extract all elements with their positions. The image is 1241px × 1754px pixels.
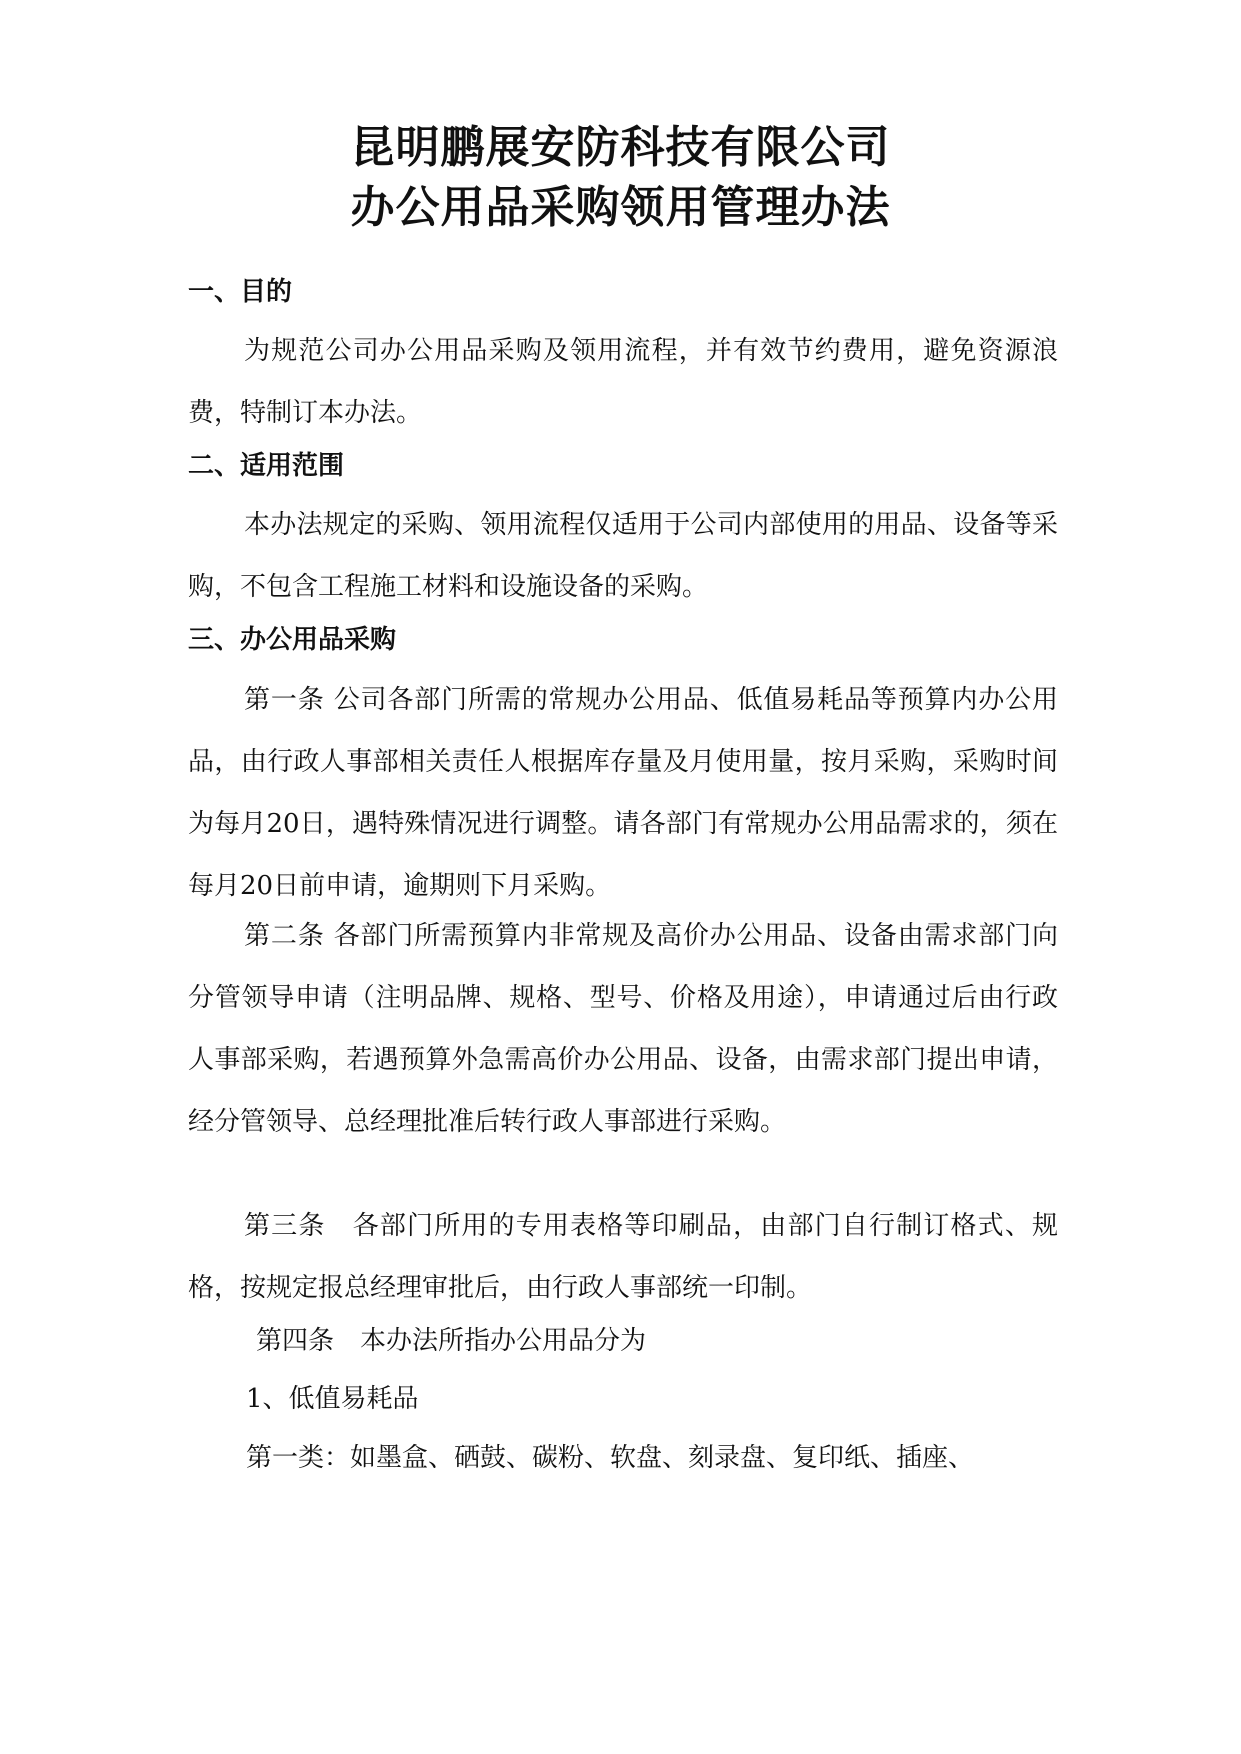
category-low-value-consumables: 1、低值易耗品 bbox=[246, 1384, 419, 1414]
article-two-paragraph: 第二条 各部门所需预算内非常规及高价办公用品、设备由需求部门向分管领导申请（注明品牌、规格、型号、价格及用途），申请通过后由行政人事部采购，若遇预算外急需高价办公用品、设备，由需求部门提出申请，经分管领导、总经理批准后转行政人事部进行采购。 bbox=[188, 921, 1058, 1137]
document-title-policy: 办公用品采购领用管理办法 bbox=[350, 182, 891, 233]
category-one-items: 第一类：如墨盒、硒鼓、碳粉、软盘、刻录盘、复印纸、插座、 bbox=[246, 1443, 975, 1473]
document-title-company: 昆明鹏展安防科技有限公司 bbox=[350, 122, 891, 173]
section-heading-procurement: 三、办公用品采购 bbox=[188, 625, 397, 655]
section-heading-purpose: 一、目的 bbox=[188, 277, 293, 307]
article-one-paragraph: 第一条 公司各部门所需的常规办公用品、低值易耗品等预算内办公用品，由行政人事部相关责任人根据库存量及月使用量，按月采购，采购时间为每月20日，遇特殊情况进行调整。请各部门有常规办公用品需求的，须在每月20日前申请，逾期则下月采购。 bbox=[188, 685, 1058, 901]
article-three-paragraph: 第三条 各部门所用的专用表格等印刷品，由部门自行制订格式、规格，按规定报总经理审批后，由行政人事部统一印制。 bbox=[188, 1211, 1058, 1303]
section-paragraph-purpose: 为规范公司办公用品采购及领用流程，并有效节约费用，避免资源浪费，特制订本办法。 bbox=[188, 336, 1058, 428]
section-heading-scope: 二、适用范围 bbox=[188, 451, 345, 481]
article-four-line: 第四条 本办法所指办公用品分为 bbox=[256, 1326, 647, 1356]
section-paragraph-scope: 本办法规定的采购、领用流程仅适用于公司内部使用的用品、设备等采购，不包含工程施工材料和设施设备的采购。 bbox=[188, 510, 1058, 602]
